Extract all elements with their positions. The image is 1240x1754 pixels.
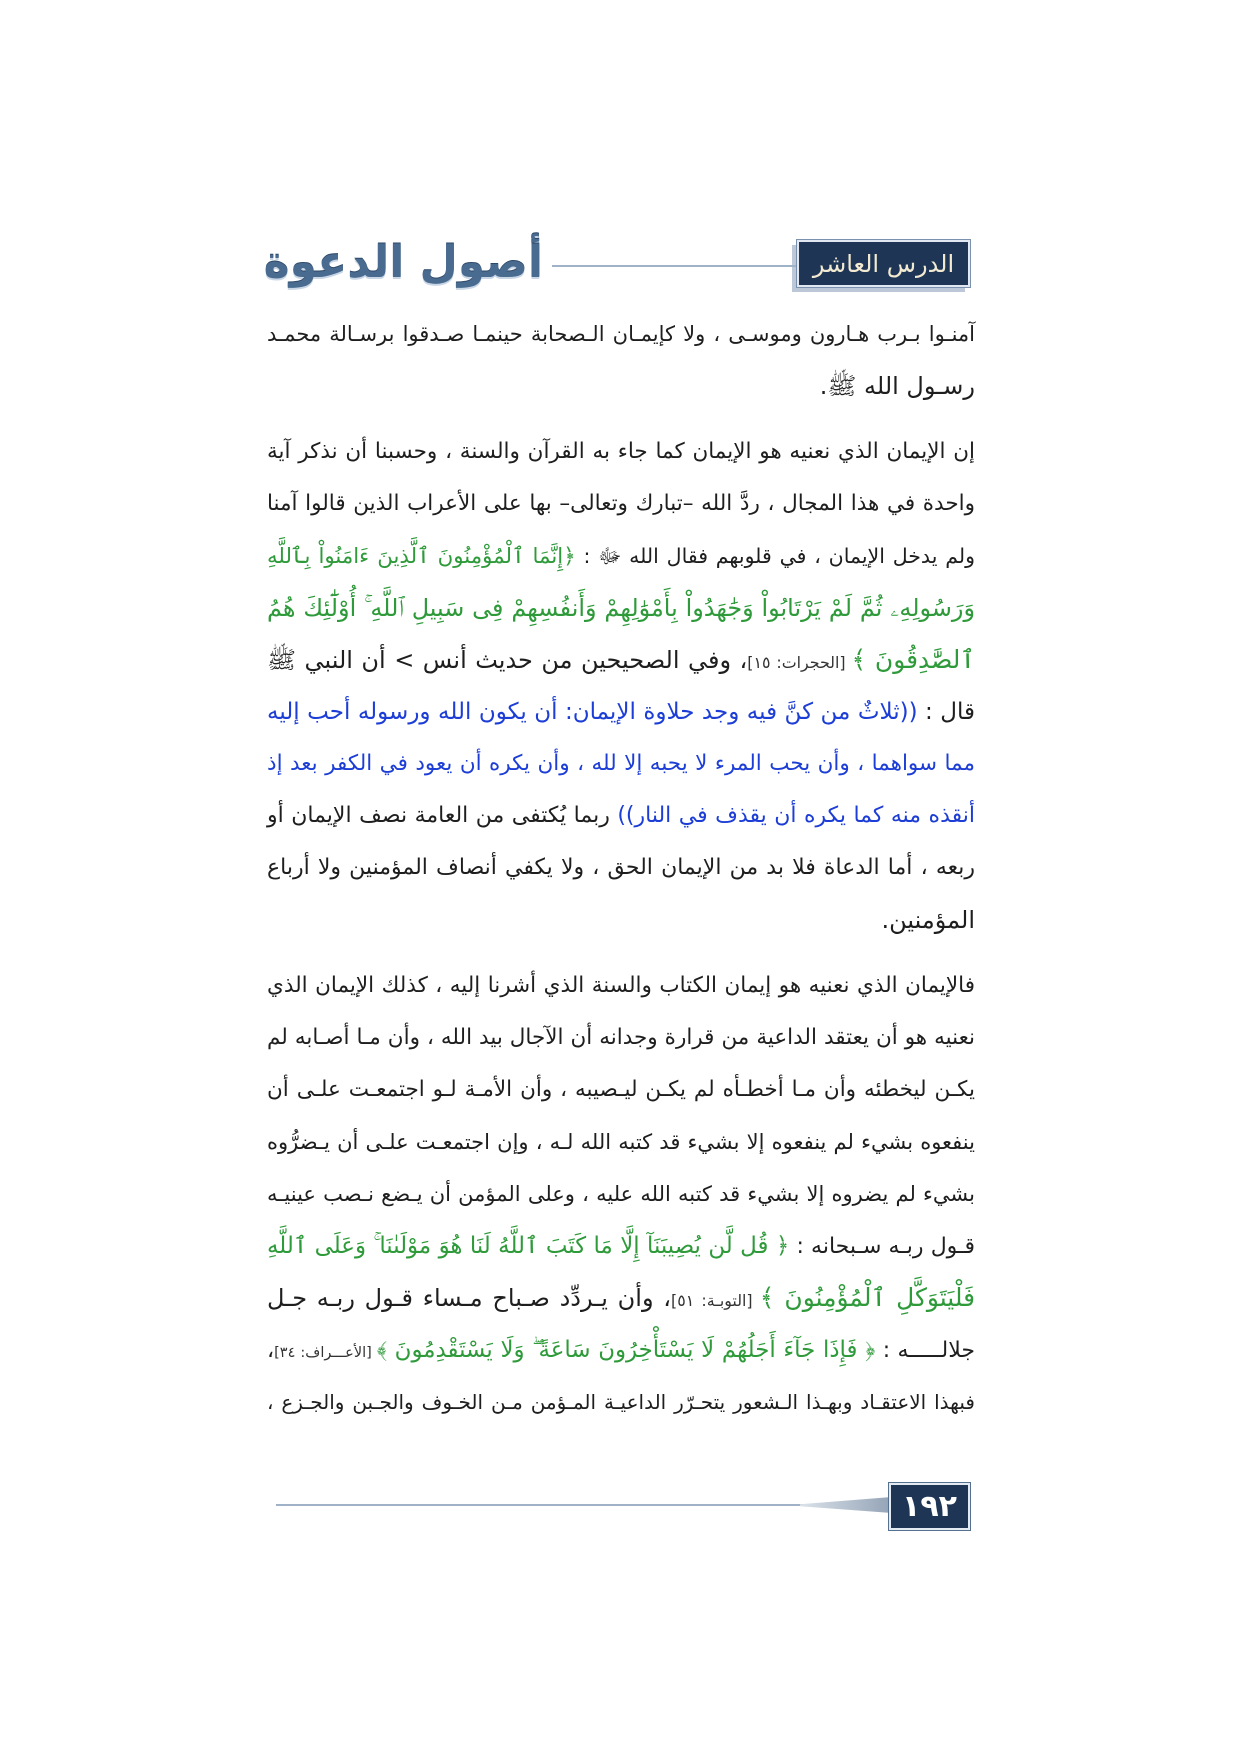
line-content: [267, 1182, 975, 1206]
line-content: [267, 803, 975, 828]
paragraph: [267, 960, 975, 1428]
line-content: [820, 372, 975, 400]
text-line: [267, 686, 975, 738]
hadith-text: أنقذه منه كما يكره أن يقذف في النار)): [617, 803, 975, 828]
body-text: ربعه ، أما الدعاة فلا بد من الإيمان الحق ، ولا يكفي أنصاف المؤمنين ولا أرباع: [267, 855, 975, 880]
line-content: [267, 1234, 975, 1259]
line-content: [267, 973, 975, 998]
line-content: [267, 1284, 975, 1312]
line-content: [267, 491, 975, 516]
lesson-label: الدرس العاشر: [812, 249, 955, 278]
text-line: [267, 1064, 975, 1116]
hadith-text: مما سواهما ، وأن يحب المرء لا يحبه إلا لله ، وأن يكره أن يعود في الكفر بعد إذ: [267, 751, 975, 776]
body-text: فبهذا الاعتقـاد وبهـذا الـشعور يتحـرّر الداعيـة المـؤمن مـن الخـوف والجـبن والجـزع ،: [267, 1390, 975, 1414]
line-content: [267, 544, 975, 568]
body-text: ، وفي الصحيحين من حديث أنس > أن النبي ﷺ: [267, 646, 748, 674]
body-text: نعنيه هو أن يعتقد الداعية من قرارة وجدانه أن الآجال بيد الله ، وأن مـا أصـابه لم: [267, 1025, 975, 1050]
text-line: [267, 634, 975, 686]
quran-text: ﴿ قُل لَّن يُصِيبَنَآ إِلَّا مَا كَتَبَ ٱللَّهُ لَنَا هُوَ مَوْلَىٰنَا ۚ وَعَلَى ٱللَّهِ: [267, 1233, 790, 1259]
text-line: [267, 842, 975, 894]
paragraph: [267, 426, 975, 946]
citation-ref: [التوبـة: ٥١]: [671, 1291, 760, 1310]
line-content: [267, 1130, 975, 1154]
line-content: [267, 1025, 975, 1050]
line-content: [267, 646, 975, 674]
line-content: [267, 322, 975, 346]
quran-text: ٱلصَّٰدِقُونَ ﴾: [851, 645, 975, 674]
quran-text: ﴿ فَإِذَا جَآءَ أَجَلُهُمْ لَا يَسْتَأْخِرُونَ سَاعَةً ۖ وَلَا يَسْتَقْدِمُونَ ﴾: [376, 1337, 876, 1363]
citation-ref: [الأعـــراف: ٣٤]: [274, 1345, 377, 1361]
citation-ref: [الحجرات: ١٥]: [747, 653, 852, 672]
body-text: إن الإيمان الذي نعنيه هو الإيمان كما جاء به القرآن والسنة ، وحسبنا أن نذكر آية: [267, 439, 975, 464]
text-line: [267, 1116, 975, 1168]
body-text: آمنـوا بـرب هـارون وموسـى ، ولا كإيمـان الـصحابة حينمـا صـدقوا برسـالة محمـد: [267, 322, 975, 346]
footer-divider: [276, 1504, 816, 1506]
line-content: [267, 1077, 975, 1102]
body-text: قـول ربـه سـبحانه :: [789, 1234, 976, 1259]
line-content: [267, 1390, 975, 1414]
body-text: واحدة في هذا المجال ، ردَّ الله –تبارك وتعالى– بها على الأعراب الذين قالوا آمنا: [267, 491, 975, 516]
text-line: [267, 582, 975, 634]
line-content: [267, 699, 975, 725]
body-text: ولم يدخل الإيمان ، في قلوبهم فقال الله ﷻ :: [575, 544, 975, 568]
quran-text: ﴿إِنَّمَا ٱلْمُؤْمِنُونَ ٱلَّذِينَ ءَامَنُواْ بِٱللَّهِ: [267, 544, 576, 569]
text-line: [267, 790, 975, 842]
text-line: [267, 530, 975, 582]
text-line: [267, 426, 975, 478]
text-line: [267, 1272, 975, 1324]
body-text: قال :: [917, 699, 975, 725]
body-text: يكـن ليخطئه وأن مـا أخطـأه لم يكـن ليـصيبه ، وأن الأمـة لـو اجتمعـت علـى أن: [267, 1077, 975, 1102]
body-text: ،: [267, 1338, 275, 1363]
text-line: [267, 738, 975, 790]
line-content: [267, 439, 975, 464]
text-line: [267, 1376, 975, 1428]
line-content: [267, 1338, 975, 1363]
text-line: [267, 478, 975, 530]
text-line: [267, 960, 975, 1012]
text-line: [267, 894, 975, 946]
body-text: ينفعوه بشيء لم ينفعوه إلا بشيء قد كتبه الله لـه ، وإن اجتمعـت علـى أن يـضرُّوه: [267, 1130, 975, 1154]
hadith-text: ((ثلاثٌ من كنَّ فيه وجد حلاوة الإيمان: أن يكون الله ورسوله أحب إليه: [267, 699, 918, 725]
page-number: ١٩٢: [902, 1489, 957, 1524]
body-text: ، وأن يـردِّد صـباح مـساء قـول ربـه جـل: [267, 1284, 672, 1312]
text-line: [267, 1168, 975, 1220]
page-number-box: [889, 1483, 970, 1530]
line-content: [267, 751, 975, 776]
header-divider: [552, 265, 796, 267]
text-line: [267, 1012, 975, 1064]
footer-divider-wedge: [800, 1497, 892, 1513]
body-text-block: [267, 308, 975, 1428]
lesson-label-box: [797, 240, 970, 287]
text-line: [267, 308, 975, 360]
quran-text: وَرَسُولِهِۦ ثُمَّ لَمْ يَرْتَابُواْ وَجَٰهَدُواْ بِأَمْوَٰلِهِمْ وَأَنفُسِهِمْ فِى سَبِيلِ ٱللَّهِ ۚ أُوْلَٰٓئِكَ هُمُ: [267, 594, 975, 622]
line-content: [267, 596, 975, 622]
text-line: [267, 1324, 975, 1376]
text-line: [267, 1220, 975, 1272]
body-text: جلالـــــه :: [875, 1338, 975, 1363]
line-content: [882, 906, 976, 934]
body-text: رسـول الله ﷺ.: [819, 372, 975, 400]
body-text: المؤمنين.: [881, 906, 975, 934]
paragraph: [267, 308, 975, 412]
text-line: [267, 360, 975, 412]
body-text: بشيء لم يضروه إلا بشيء قد كتبه الله عليه ، وعلى المؤمن أن يـضع نـصب عينيـه: [267, 1182, 975, 1206]
body-text: ربما يُكتفى من العامة نصف الإيمان أو: [267, 803, 618, 828]
quran-text: فَلْيَتَوَكَّلِ ٱلْمُؤْمِنُونَ ﴾: [759, 1283, 976, 1312]
book-title: أصول الدعوة: [263, 237, 543, 288]
body-text: فالإيمان الذي نعنيه هو إيمان الكتاب والسنة الذي أشرنا إليه ، كذلك الإيمان الذي: [267, 973, 975, 998]
line-content: [267, 855, 975, 880]
